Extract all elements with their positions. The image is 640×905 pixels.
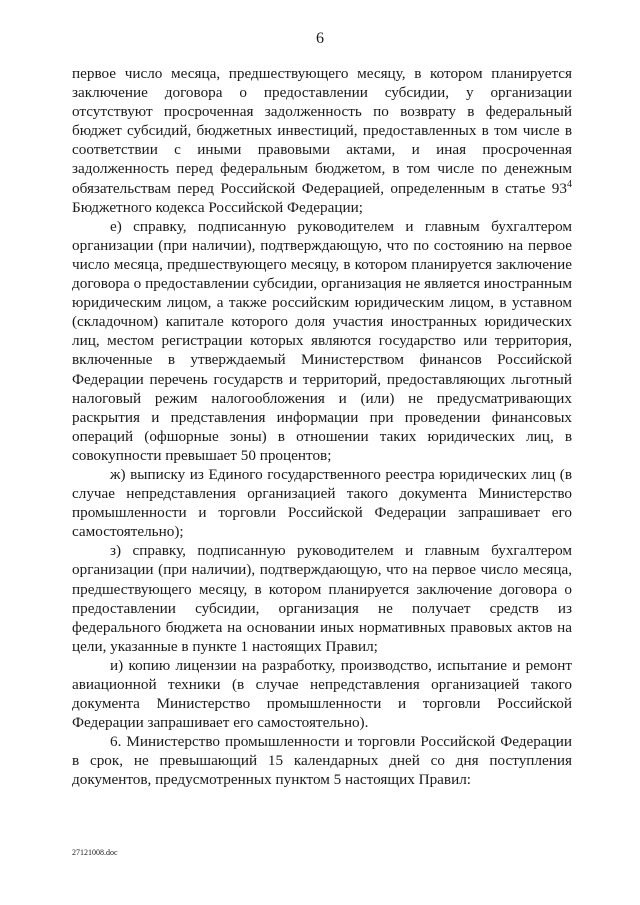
paragraph-text: первое число месяца, предшествующего месяцу, в котором планируется заключение договора о предоставлении субсидии, у организации отсутствуют просроченная задолженность по возврату в федеральный бюджет субсидий, бюджетных инвестиций, предоставленных в том числе в соответствии с иными правовыми актами, и иная просроченная задолженность перед федеральным бюджетом, в том числе по денежным обязательствам перед Российской Федерацией, определенным в статье 93 [72,65,572,197]
paragraph-item-zh: ж) выписку из Единого государственного реестра юридических лиц (в случае непредставления организацией такого документа Министерство промышленности и торговли Российской Федерации запрашивает его самостоятельно); [72,465,572,541]
paragraph-item-i: и) копию лицензии на разработку, производство, испытание и ремонт авиационной техники (в случае непредставления организацией такого документа Министерство промышленности и торговли Российской Федерации запрашивает его самостоятельно). [72,656,572,732]
file-name-footer: 27121008.doc [72,848,118,857]
article-superscript: 4 [567,178,572,190]
document-body [72,64,572,790]
page-number: 6 [316,30,324,47]
paragraph-tail: Бюджетного кодекса Российской Федерации; [72,198,363,216]
paragraph-item-z: з) справку, подписанную руководителем и главным бухгалтером организации (при наличии), подтверждающую, что на первое число месяца, предшествующего месяцу, в котором планируется заключение договора о предоставлении субсидии, организация не получает средств из федерального бюджета на основании иных нормативных правовых актов на цели, указанные в пункте 1 настоящих Правил; [72,542,572,655]
paragraph-item-e: е) справку, подписанную руководителем и главным бухгалтером организации (при наличии), подтверждающую, что по состоянию на первое число месяца, предшествующего месяцу, в котором планируется заключение договора о предоставлении субсидии, организация не является иностранным юридическим лицом, а также российским юридическим лицом, в уставном (складочном) капитале которого доля участия иностранных юридических лиц, местом регистрации которых являются государство или территория, включенные в утверждаемый Министерством финансов Российской Федерации перечень государств и территорий, предоставляющих льготный налоговый режим налогообложения и (или) не предусматривающих раскрытия и представления информации при проведении финансовых операций (офшорные зоны) в отношении таких юридических лиц, в совокупности превышает 50 процентов; [72,217,572,464]
paragraph-item-6: 6. Министерство промышленности и торговли Российской Федерации в срок, не превышающий 15 календарных дней со дня поступления документов, предусмотренных пунктом 5 настоящих Правил: [72,733,572,789]
paragraph-continuation [72,64,572,217]
